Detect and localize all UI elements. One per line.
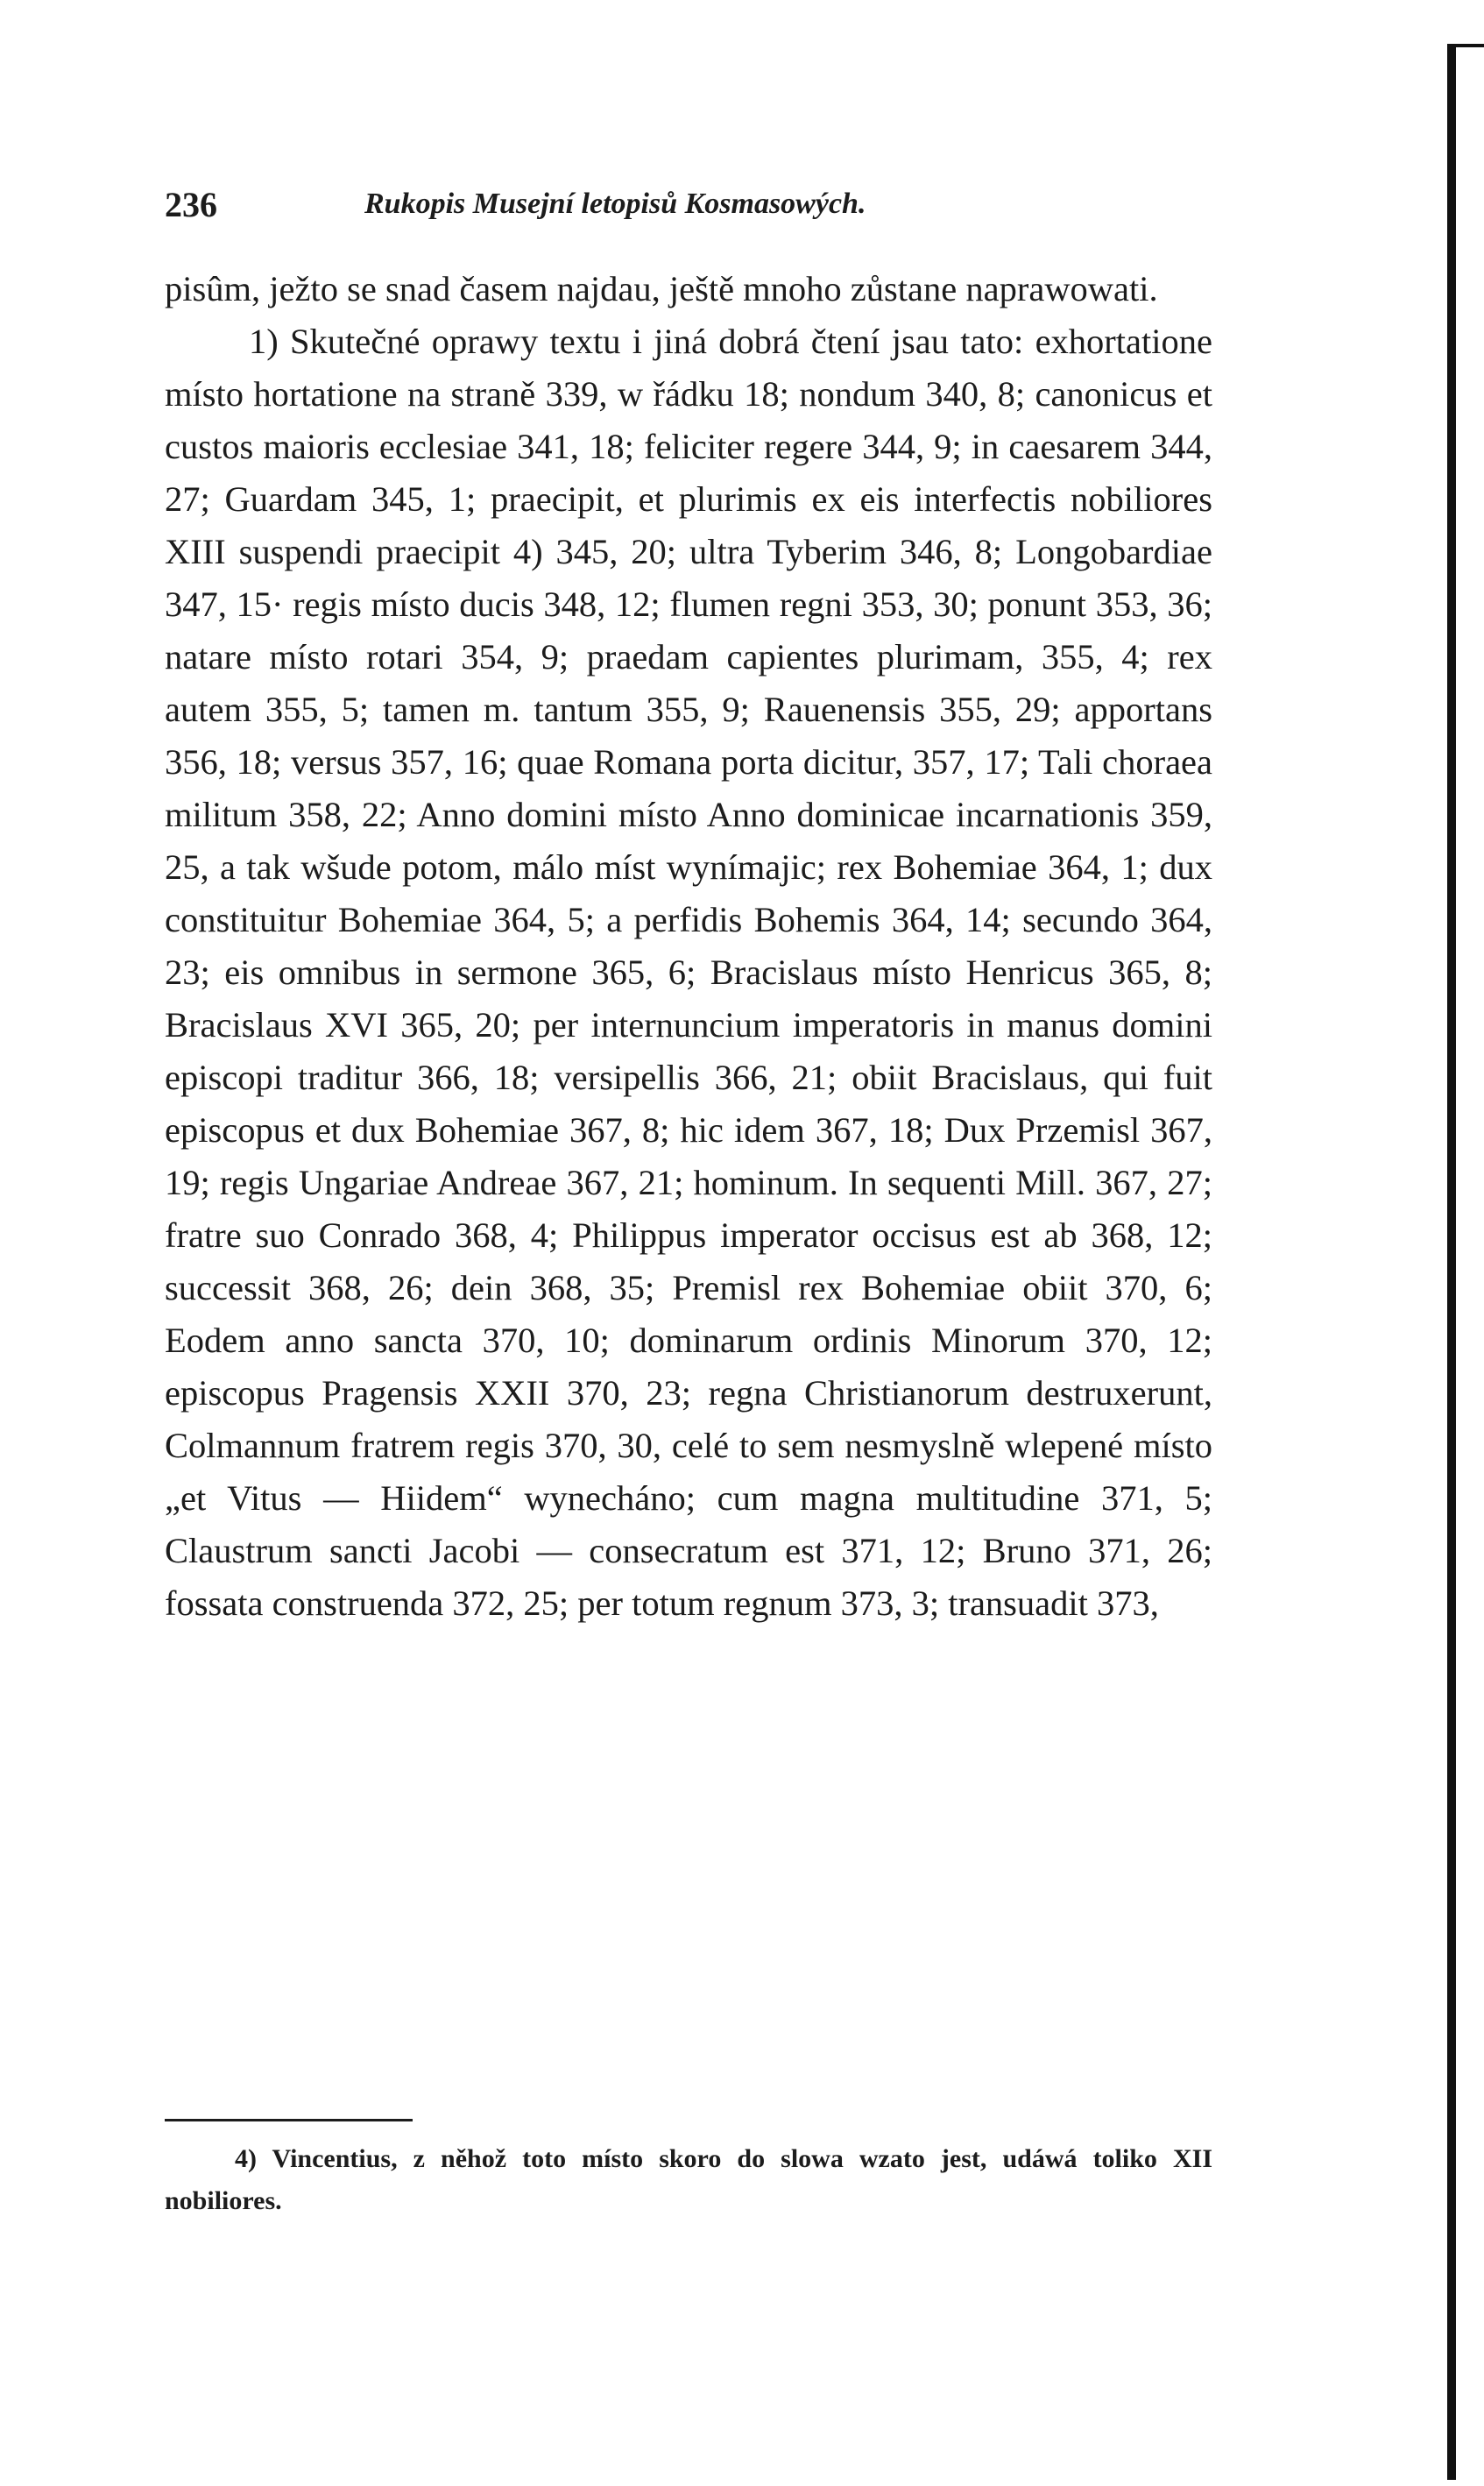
- paragraph-corrections: 1) Skutečné oprawy textu i jiná dobrá čtení jsau tato: exhortatione místo hortatione na straně 339, w řádku 18; nondum 340, 8; canonicus et custos maioris ecclesiae 341, 18; feliciter regere 344, 9; in caesarem 344, 27; Guardam 345, 1; praecipit, et plurimis ex eis interfectis nobiliores XIII suspendi praecipit 4) 345, 20; ultra Tyberim 346, 8; Longobardiae 347, 15· regis místo ducis 348, 12; flumen regni 353, 30; ponunt 353, 36; natare místo rotari 354, 9; praedam capientes plurimam, 355, 4; rex autem 355, 5; tamen m. tantum 355, 9; Rauenensis 355, 29; apportans 356, 18; versus 357, 16; quae Romana porta dicitur, 357, 17; Tali choraea militum 358, 22; Anno domini místo Anno dominicae incarnationis 359, 25, a tak wšude potom, málo míst wynímajic; rex Bohemiae 364, 1; dux constituitur Bohemiae 364, 5; a perfidis Bohemis 364, 14; secundo 364, 23; eis omnibus in sermone 365, 6; Bracislaus místo Henricus 365, 8; Bracislaus XVI 365, 20; per internuncium imperatoris in manus domini episcopi traditur 366, 18; versipellis 366, 21; obiit Bracislaus, qui fuit episcopus et dux Bohemiae 367, 8; hic idem 367, 18; Dux Przemisl 367, 19; regis Ungariae Andreae 367, 21; hominum. In sequenti Mill. 367, 27; fratre suo Conrado 368, 4; Philippus imperator occisus est ab 368, 12; successit 368, 26; dein 368, 35; Premisl rex Bohemiae obiit 370, 6; Eodem anno sancta 370, 10; dominarum ordinis Minorum 370, 12; episcopus Pragensis XXII 370, 23; regna Christianorum destruxerunt, Colmannum fratrem regis 370, 30, celé to sem nesmyslně wlepené místo „et Vitus — Hiidem“ wynecháno; cum magna multitudine 371, 5; Claustrum sancti Jacobi — consecratum est 371, 12; Bruno 371, 26; fossata construenda 372, 25; per totum regnum 373, 3; transuadit 373,: [165, 322, 1212, 1623]
- footnote: [165, 2138, 1212, 2222]
- page-edge-right: [1447, 44, 1456, 2480]
- page-header: [165, 184, 1216, 233]
- page-number: 236: [165, 185, 217, 224]
- body-text: [165, 263, 1212, 1630]
- footnote-rule: [165, 2119, 413, 2121]
- paragraph-continuation: pisûm, ježto se snad časem najdau, ještě mnoho zůstane naprawowati.: [165, 269, 1158, 308]
- footnote-text: 4) Vincentius, z něhož toto místo skoro do slowa wzato jest, udáwá toliko XII nobiliores.: [165, 2144, 1212, 2215]
- running-title: Rukopis Musejní letopisů Kosmasowých.: [364, 188, 866, 220]
